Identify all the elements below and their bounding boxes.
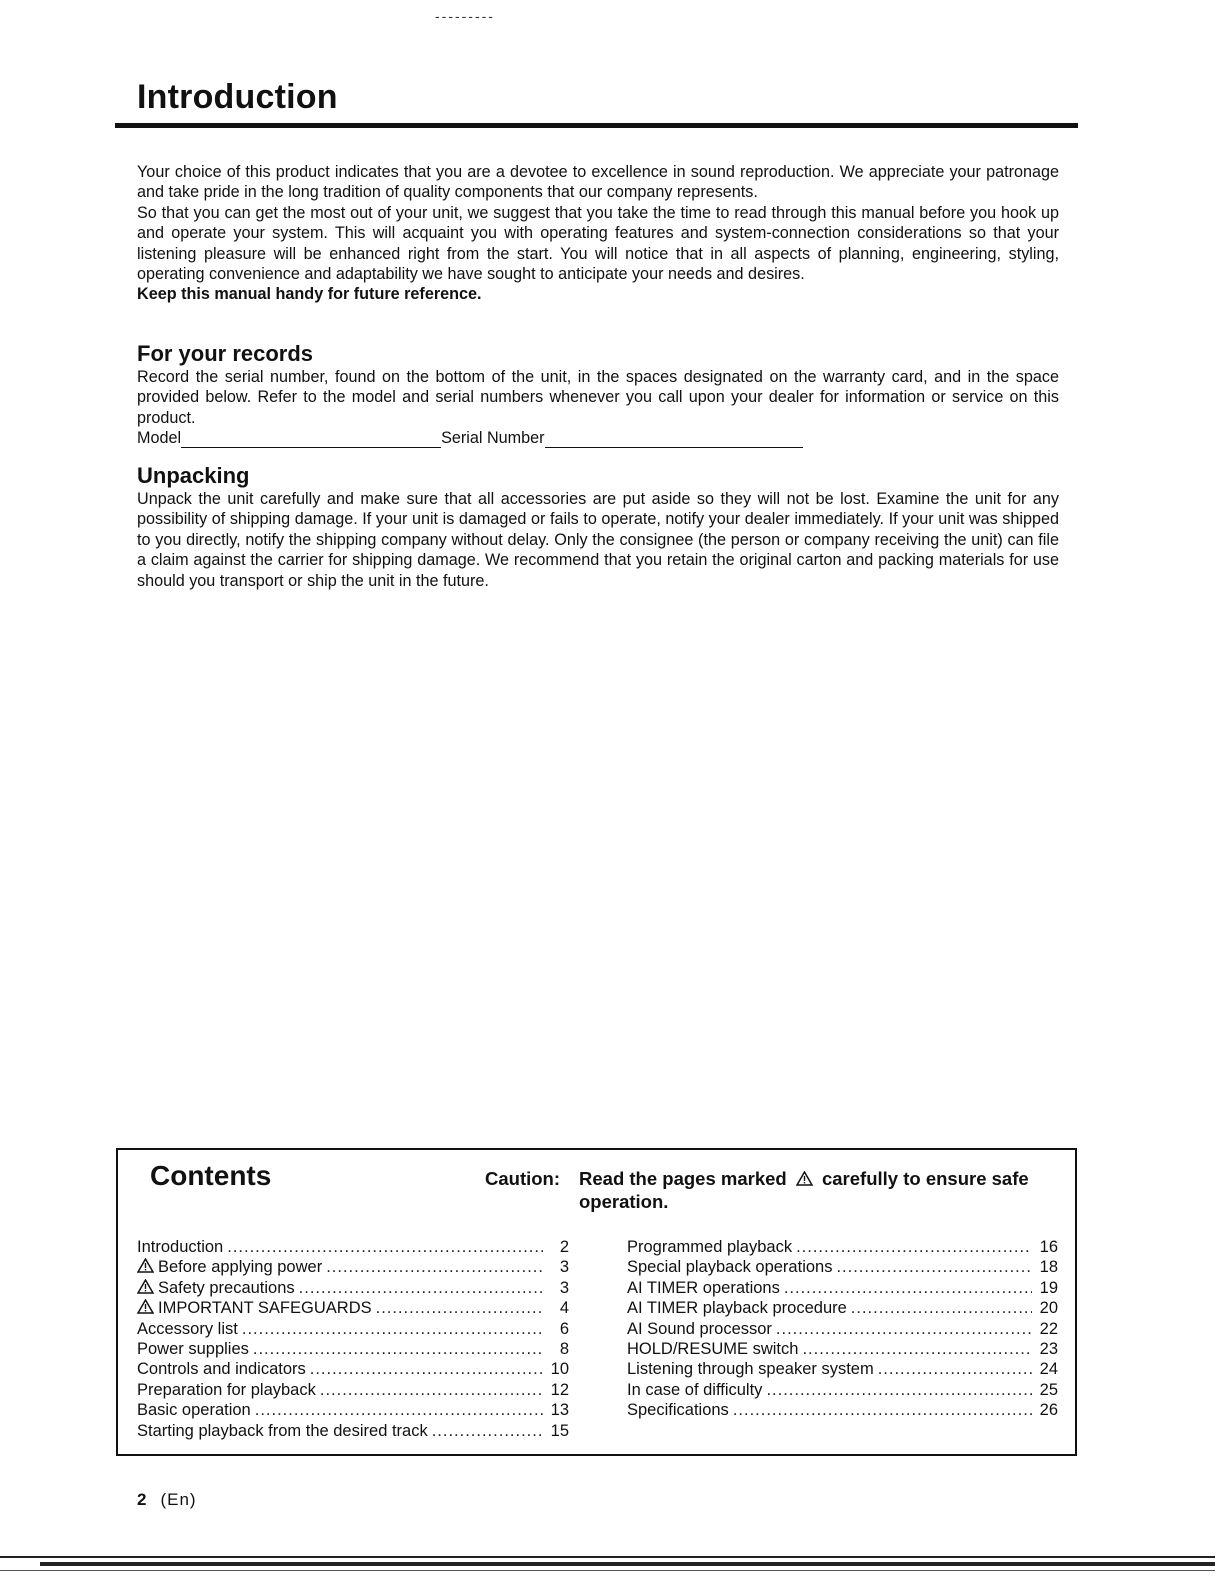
toc-entry-page: 3	[559, 1258, 569, 1277]
toc-entry-page: 15	[550, 1421, 569, 1440]
toc-entry-label: IMPORTANT SAFEGUARDS	[137, 1298, 372, 1318]
toc-entry-page: 3	[559, 1278, 569, 1297]
toc-entry-page: 22	[1039, 1319, 1058, 1338]
toc-entry-label: Controls and indicators	[137, 1360, 306, 1379]
toc-dot-leader	[878, 1359, 1032, 1379]
toc-entry-page: 20	[1039, 1299, 1058, 1318]
toc-entry[interactable]	[627, 1380, 1058, 1400]
toc-entry-page: 24	[1039, 1360, 1058, 1379]
toc-dot-leader	[310, 1359, 543, 1379]
toc-dot-leader	[299, 1278, 543, 1298]
title-rule	[115, 123, 1078, 128]
footer-rule-thick	[40, 1562, 1215, 1566]
toc-dot-leader	[227, 1237, 543, 1257]
toc-entry-page: 13	[550, 1401, 569, 1420]
toc-dot-leader	[784, 1278, 1032, 1298]
records-heading: For your records	[137, 341, 314, 366]
toc-entry-label: HOLD/RESUME switch	[627, 1340, 799, 1359]
toc-entry-page: 12	[550, 1380, 569, 1399]
toc-entry-label: Starting playback from the desired track	[137, 1421, 428, 1440]
toc-entry-label: Specifications	[627, 1401, 729, 1420]
unpacking-section	[137, 463, 1059, 591]
toc-dot-leader	[376, 1298, 543, 1318]
toc-entry-page: 2	[559, 1238, 569, 1256]
toc-dot-leader	[766, 1380, 1032, 1400]
toc-entry-label: Special playback operations	[627, 1258, 833, 1277]
unpacking-text: Unpack the unit carefully and make sure that all accessories are put aside so they will not be lost. Examine the unit for any possibility of shipping damage. If your unit is damaged or fails to operate, notify your dealer immediately. If your unit was shipped to you directly, notify the shipping company without delay. Only the consignee (the person or company receiving the unit) can file a claim against the carrier for shipping damage. We recommend that you retain the original carton and packing materials for use should you transport or ship the unit in the future.	[137, 490, 1059, 590]
toc-entry-page: 23	[1039, 1340, 1058, 1359]
toc-entry[interactable]	[627, 1319, 1058, 1339]
serial-number-label: Serial Number	[441, 428, 545, 447]
toc-dot-leader	[733, 1400, 1032, 1420]
toc-dot-leader	[255, 1400, 543, 1420]
toc-entry-page: 6	[559, 1319, 569, 1338]
toc-entry[interactable]	[627, 1237, 1058, 1257]
records-text: Record the serial number, found on the bottom of the unit, in the spaces designated on the warranty card, and in the space provided below. Refer to the model and serial numbers whenever you call upon your dealer for information or service on this product.	[137, 368, 1059, 427]
toc-entry-page: 8	[559, 1340, 569, 1359]
toc-entry-label: Before applying power	[137, 1257, 322, 1277]
toc-entry-page: 25	[1039, 1380, 1058, 1399]
toc-entry-label: Programmed playback	[627, 1238, 793, 1256]
toc-entry[interactable]	[137, 1237, 569, 1257]
toc-entry-page: 10	[550, 1360, 569, 1379]
toc-entry[interactable]	[137, 1319, 569, 1339]
unpacking-heading: Unpacking	[137, 463, 250, 488]
toc-dot-leader	[242, 1319, 543, 1339]
toc-entry[interactable]	[627, 1339, 1058, 1359]
toc-entry-label: Preparation for playback	[137, 1380, 316, 1399]
toc-dot-leader	[320, 1380, 543, 1400]
top-dash-mark: ---------	[435, 8, 495, 24]
toc-dot-leader	[851, 1298, 1032, 1318]
toc-left-column	[137, 1237, 569, 1441]
toc-entry[interactable]	[137, 1400, 569, 1420]
toc-entry-label: AI TIMER playback procedure	[627, 1299, 847, 1318]
toc-dot-leader	[432, 1421, 543, 1441]
toc-entry-label: AI TIMER operations	[627, 1278, 780, 1297]
caution-text: Read the pages marked carefully to ensure safe operation.	[579, 1168, 1029, 1212]
caution-label: Caution:	[485, 1168, 561, 1189]
footer-rule-thin	[0, 1570, 1215, 1571]
footer-rule	[0, 1556, 1215, 1558]
toc-entry[interactable]	[627, 1359, 1058, 1379]
intro-section	[137, 162, 1059, 305]
warning-triangle-icon	[137, 1258, 154, 1273]
toc-dot-leader	[802, 1339, 1032, 1359]
model-label: Model	[137, 428, 182, 447]
toc-entry[interactable]	[627, 1257, 1058, 1277]
toc-entry-label: Basic operation	[137, 1401, 251, 1420]
toc-entry[interactable]	[137, 1421, 569, 1441]
warning-triangle-icon	[137, 1299, 154, 1314]
caution-note	[485, 1167, 1059, 1213]
toc-entry[interactable]	[137, 1359, 569, 1379]
contents-title: Contents	[150, 1160, 272, 1191]
toc-entry-label: Introduction	[137, 1238, 224, 1256]
toc-entry-label: Safety precautions	[137, 1278, 295, 1298]
toc-dot-leader	[253, 1339, 543, 1359]
serial-number-field[interactable]	[545, 433, 803, 448]
toc-dot-leader	[796, 1237, 1032, 1257]
toc-entry[interactable]	[137, 1278, 569, 1298]
toc-entry-label: Listening through speaker system	[627, 1360, 874, 1379]
toc-entry-page: 19	[1039, 1278, 1058, 1297]
toc-entry-page: 16	[1039, 1238, 1058, 1256]
toc-entry[interactable]	[627, 1298, 1058, 1318]
toc-right-column	[627, 1237, 1058, 1421]
toc-entry[interactable]	[137, 1257, 569, 1277]
toc-dot-leader	[836, 1257, 1032, 1277]
page-number: 2 (En)	[137, 1490, 197, 1509]
toc-entry[interactable]	[627, 1278, 1058, 1298]
toc-entry-label: Accessory list	[137, 1319, 238, 1338]
toc-dot-leader	[776, 1319, 1032, 1339]
language-code: (En)	[160, 1490, 197, 1509]
toc-entry-page: 4	[559, 1299, 569, 1318]
model-field[interactable]	[181, 433, 441, 448]
intro-paragraph: Your choice of this product indicates that you are a devotee to excellence in sound reproduction. We appreciate your patronage and take pride in the long tradition of quality components that our company represents.	[137, 163, 1059, 202]
toc-entry-label: AI Sound processor	[627, 1319, 772, 1338]
toc-entry[interactable]	[137, 1380, 569, 1400]
toc-entry-label: In case of difficulty	[627, 1380, 763, 1399]
record-fields	[137, 428, 1059, 448]
toc-entry-page: 18	[1039, 1258, 1058, 1277]
toc-entry[interactable]	[137, 1298, 569, 1318]
intro-paragraph-2: So that you can get the most out of your unit, we suggest that you take the time to read through this manual before you hook up and operate your system. This will acquaint you with operating features and system-connection considerations so that your listening pleasure will be enhanced right from the start. You will notice that in all aspects of planning, engineering, styling, operating convenience and adaptability we have sought to anticipate your needs and desires.	[137, 203, 1059, 284]
toc-dot-leader	[326, 1257, 543, 1277]
warning-triangle-icon	[796, 1171, 813, 1186]
page-title: Introduction	[137, 78, 338, 116]
toc-entry[interactable]	[627, 1400, 1058, 1420]
keep-manual-note: Keep this manual handy for future reference.	[137, 285, 482, 304]
toc-entry-page: 26	[1039, 1401, 1058, 1420]
toc-entry[interactable]	[137, 1339, 569, 1359]
warning-triangle-icon	[137, 1279, 154, 1294]
toc-entry-label: Power supplies	[137, 1340, 249, 1359]
records-section	[137, 341, 1059, 448]
